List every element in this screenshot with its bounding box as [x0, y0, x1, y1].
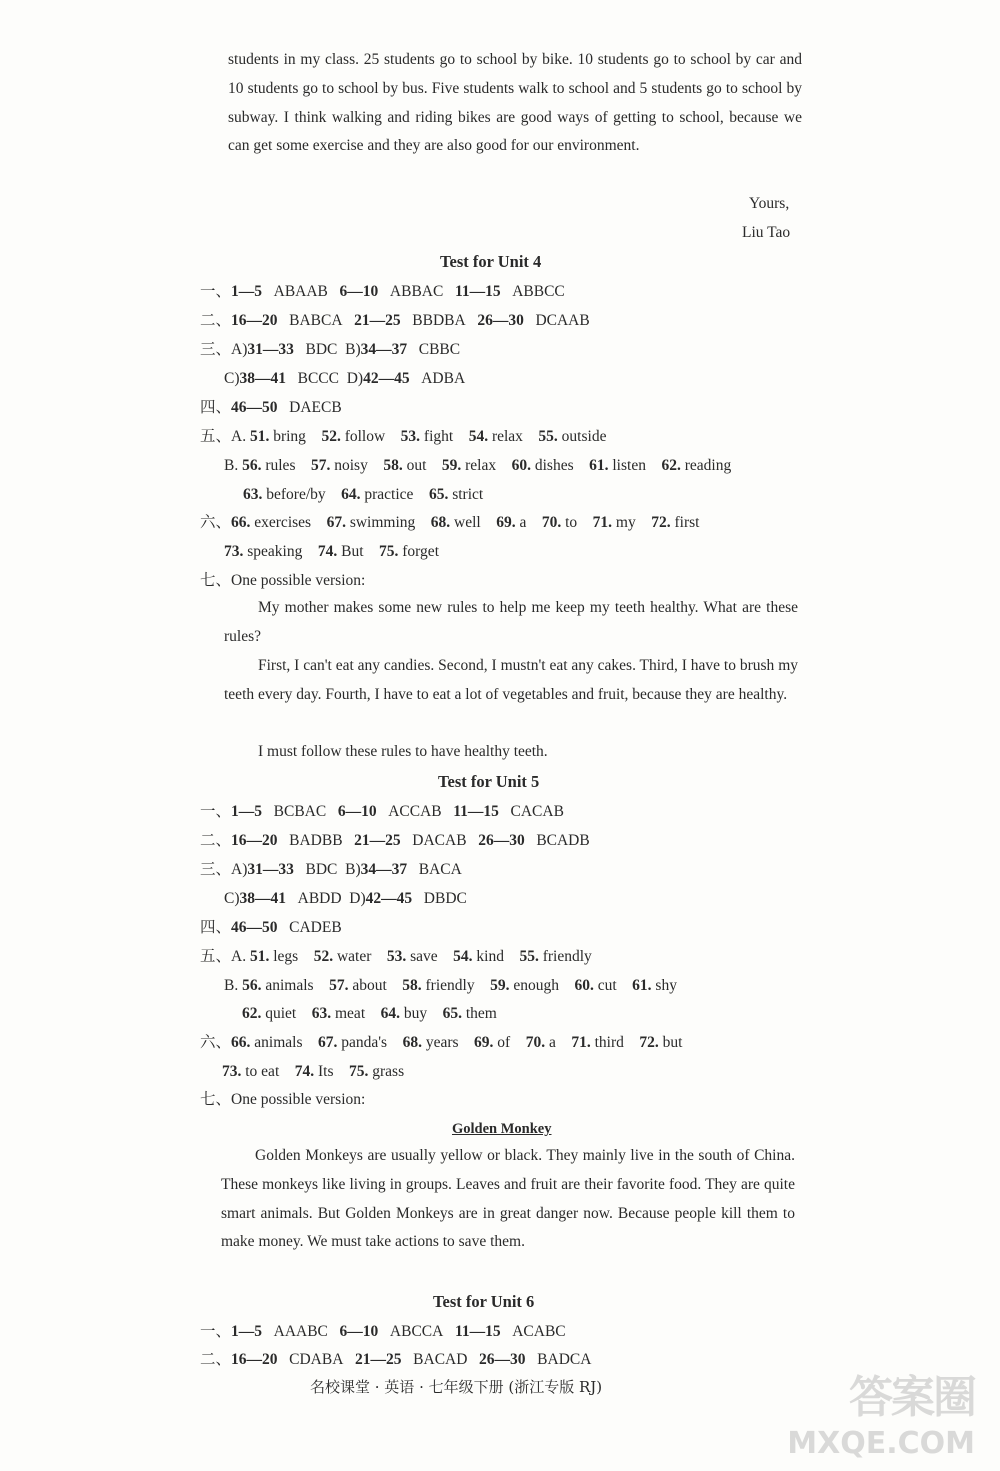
letter-closing: Yours,: [749, 195, 790, 212]
page-footer: 名校课堂 · 英语 · 七年级下册 (浙江专版 RJ): [310, 1378, 603, 1396]
unit4-part4: 四、46—50 DAECB: [200, 399, 342, 416]
unit6-part2: 二、16—20 CDABA 21—25 BACAD 26—30 BADCA: [200, 1351, 592, 1368]
unit4-part2: 二、16—20 BABCA 21—25 BBDBA 26—30 DCAAB: [200, 312, 590, 329]
unit4-part6a: 六、66. exercises 67. swimming 68. well 69. a 70. to 71. my 72. first: [200, 514, 700, 531]
unit4-title: Test for Unit 4: [440, 252, 542, 271]
unit4-part5b: B. 56. rules 57. noisy 58. out 59. relax 60. dishes 61. listen 62. reading: [224, 457, 732, 474]
unit5-title: Test for Unit 5: [438, 772, 540, 791]
unit4-part1: 一、1—5 ABAAB 6—10 ABBAC 11—15 ABBCC: [200, 283, 565, 300]
watermark-logo: 答案圈: [849, 1372, 975, 1423]
unit4-part3b: C)38—41 BCCC D)42—45 ADBA: [224, 370, 466, 387]
unit5-part5a: 五、A. 51. legs 52. water 53. save 54. kind 55. friendly: [200, 948, 592, 965]
unit4-essay-p3: I must follow these rules to have healthy teeth.: [258, 743, 548, 760]
unit5-part4: 四、46—50 CADEB: [200, 919, 342, 936]
unit5-part7: 七、One possible version:: [200, 1091, 366, 1108]
unit5-part5b: B. 56. animals 57. about 58. friendly 59. enough 60. cut 61. shy: [224, 977, 677, 994]
unit6-title: Test for Unit 6: [433, 1292, 535, 1311]
unit4-essay-p2: First, I can't eat any candies. Second, I mustn't eat any cakes. Third, I have to brush my teeth every day. Fourth, I have to eat a lot of vegetables and fruit, because they are healthy.: [224, 657, 798, 703]
unit5-essay-p1: Golden Monkeys are usually yellow or black. They mainly live in the south of China. These monkeys like living in groups. Leaves and fruit are their favorite food. They are quite smart animals. But Golden Monkeys are in great danger now. Because people kill them to make money. We must take actions to save them.: [221, 1147, 795, 1251]
unit5-part6a: 六、66. animals 67. panda's 68. years 69. of 70. a 71. third 72. but: [200, 1034, 683, 1051]
unit5-part3: 三、A)31—33 BDC B)34—37 BACA: [200, 861, 462, 878]
unit6-part1: 一、1—5 AAABC 6—10 ABCCA 11—15 ACABC: [200, 1323, 566, 1340]
unit5-essay-title: Golden Monkey: [452, 1121, 552, 1137]
letter-signature: Liu Tao: [742, 224, 791, 241]
unit4-part5c: 63. before/by 64. practice 65. strict: [243, 486, 484, 503]
unit5-part3b: C)38—41 ABDD D)42—45 DBDC: [224, 890, 467, 907]
unit5-part2: 二、16—20 BADBB 21—25 DACAB 26—30 BCADB: [200, 832, 590, 849]
unit4-part7: 七、One possible version:: [200, 572, 366, 589]
watermark-url: MXQE.COM: [787, 1426, 975, 1461]
unit5-part6b: 73. to eat 74. Its 75. grass: [222, 1063, 405, 1080]
unit5-part1: 一、1—5 BCBAC 6—10 ACCAB 11—15 CACAB: [200, 803, 564, 820]
unit4-part5a: 五、A. 51. bring 52. follow 53. fight 54. relax 55. outside: [200, 428, 607, 445]
unit5-part5c: 62. quiet 63. meat 64. buy 65. them: [242, 1005, 497, 1022]
unit4-essay-p1: My mother makes some new rules to help me keep my teeth healthy. What are these rules?: [224, 599, 798, 645]
watermark: [787, 1361, 975, 1461]
unit4-part3: 三、A)31—33 BDC B)34—37 CBBC: [200, 341, 461, 358]
unit4-part6b: 73. speaking 74. But 75. forget: [224, 543, 439, 560]
letter-paragraph: students in my class. 25 students go to school by bike. 10 students go to school by car and 10 students go to school by bus. Five students walk to school and 5 students go to school by subway. I think walking and riding bikes are good ways of getting to school, because we can get some exercise and they are also good for our environment.: [228, 51, 802, 155]
